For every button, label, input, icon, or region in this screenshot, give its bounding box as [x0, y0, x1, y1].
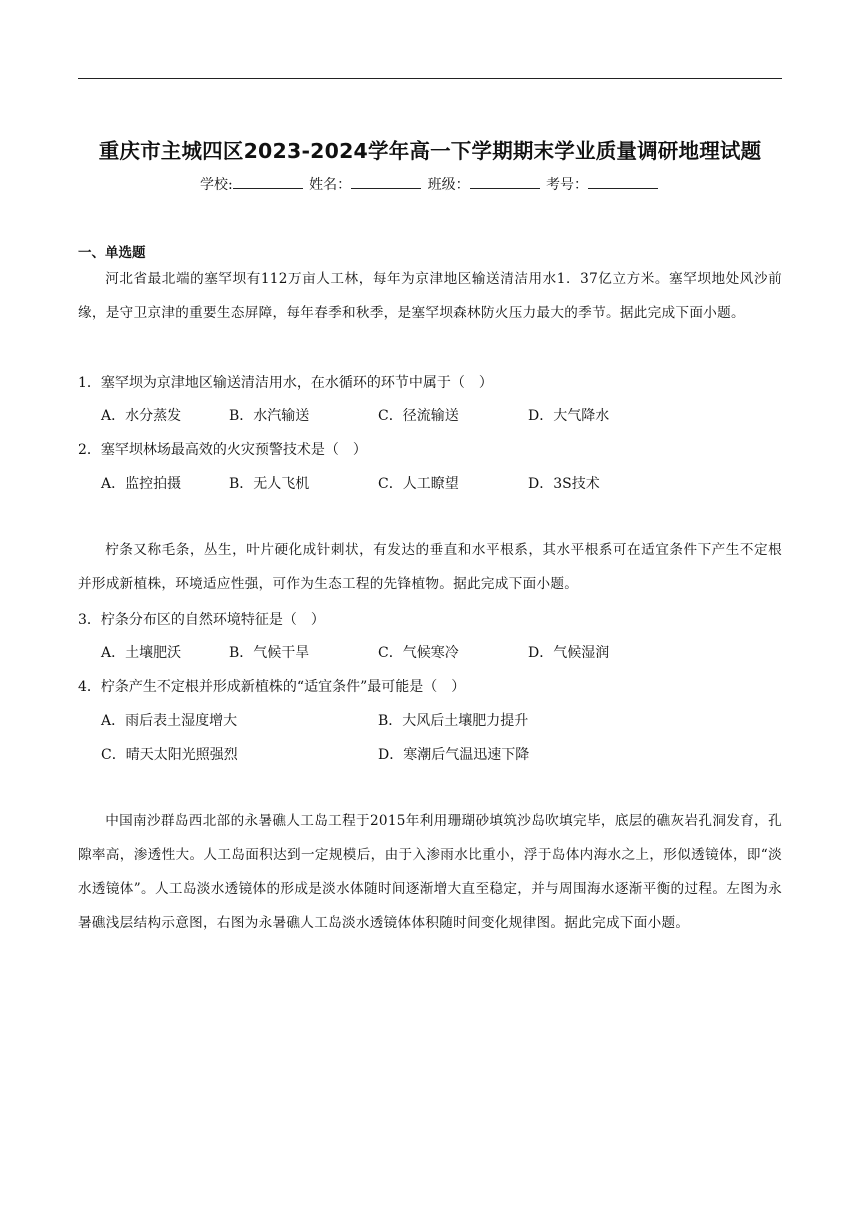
question-3-option-c[interactable]: C．气候寒冷 [378, 645, 459, 661]
question-4-option-b[interactable]: B．大风后土壤肥力提升 [378, 713, 529, 729]
question-4-option-a[interactable]: A．雨后表土湿度增大 [101, 713, 238, 729]
school-label: 学校: [199, 177, 233, 193]
name-blank[interactable] [351, 175, 421, 189]
id-blank[interactable] [588, 175, 658, 189]
passage-1: 河北省最北端的塞罕坝有112万亩人工林，每年为京津地区输送清洁用水1．37亿立方米。塞罕坝地处风沙前缘，是守卫京津的重要生态屏障，每年春季和秋季，是塞罕坝森林防火压力最大的季节。据此完成下面小题。 [78, 271, 782, 321]
question-2-option-c[interactable]: C．人工瞭望 [378, 476, 459, 492]
question-2-option-a[interactable]: A．监控拍摄 [101, 476, 182, 492]
question-1-stem: 1．塞罕坝为京津地区输送清洁用水，在水循环的环节中属于（ ） [78, 375, 493, 391]
school-blank[interactable] [233, 175, 303, 189]
class-label: 班级： [427, 177, 470, 193]
question-1-option-b[interactable]: B．水汽输送 [229, 408, 310, 424]
question-2-stem: 2．塞罕坝林场最高效的火灾预警技术是（ ） [78, 442, 367, 458]
question-3-stem: 3．柠条分布区的自然环境特征是（ ） [78, 612, 325, 628]
question-1-option-c[interactable]: C．径流输送 [378, 408, 459, 424]
class-blank[interactable] [470, 175, 540, 189]
student-info-line [0, 174, 860, 194]
header-rule [78, 78, 782, 79]
question-3-option-a[interactable]: A．土壤肥沃 [101, 645, 182, 661]
section-heading: 一、单选题 [78, 245, 146, 261]
question-3-option-d[interactable]: D．气候湿润 [528, 645, 610, 661]
exam-title: 重庆市主城四区2023-2024学年高一下学期期末学业质量调研地理试题 [98, 139, 762, 163]
question-4-option-d[interactable]: D．寒潮后气温迅速下降 [378, 747, 530, 763]
name-label: 姓名： [309, 177, 352, 193]
question-4-option-c[interactable]: C．晴天太阳光照强烈 [101, 747, 238, 763]
question-1-option-a[interactable]: A．水分蒸发 [101, 408, 182, 424]
passage-2: 柠条又称毛条，丛生，叶片硬化成针刺状，有发达的垂直和水平根系，其水平根系可在适宜条件下产生不定根并形成新植株，环境适应性强，可作为生态工程的先锋植物。据此完成下面小题。 [78, 542, 782, 592]
question-1-option-d[interactable]: D．大气降水 [528, 408, 610, 424]
question-3-option-b[interactable]: B．气候干旱 [229, 645, 310, 661]
question-2-option-b[interactable]: B．无人飞机 [229, 476, 310, 492]
id-label: 考号： [546, 177, 589, 193]
passage-3: 中国南沙群岛西北部的永暑礁人工岛工程于2015年利用珊瑚砂填筑沙岛吹填完毕，底层的礁灰岩孔洞发育，孔隙率高，渗透性大。人工岛面积达到一定规模后，由于入渗雨水比重小，浮于岛体内海水之上，形似透镜体，即“淡水透镜体”。人工岛淡水透镜体的形成是淡水体随时间逐渐增大直至稳定，并与周围海水逐渐平衡的过程。左图为永暑礁浅层结构示意图，右图为永暑礁人工岛淡水透镜体体积随时间变化规律图。据此完成下面小题。 [78, 813, 782, 931]
question-2-option-d[interactable]: D．3S技术 [528, 476, 600, 492]
question-4-stem: 4．柠条产生不定根并形成新植株的“适宜条件”最可能是（ ） [78, 679, 466, 695]
